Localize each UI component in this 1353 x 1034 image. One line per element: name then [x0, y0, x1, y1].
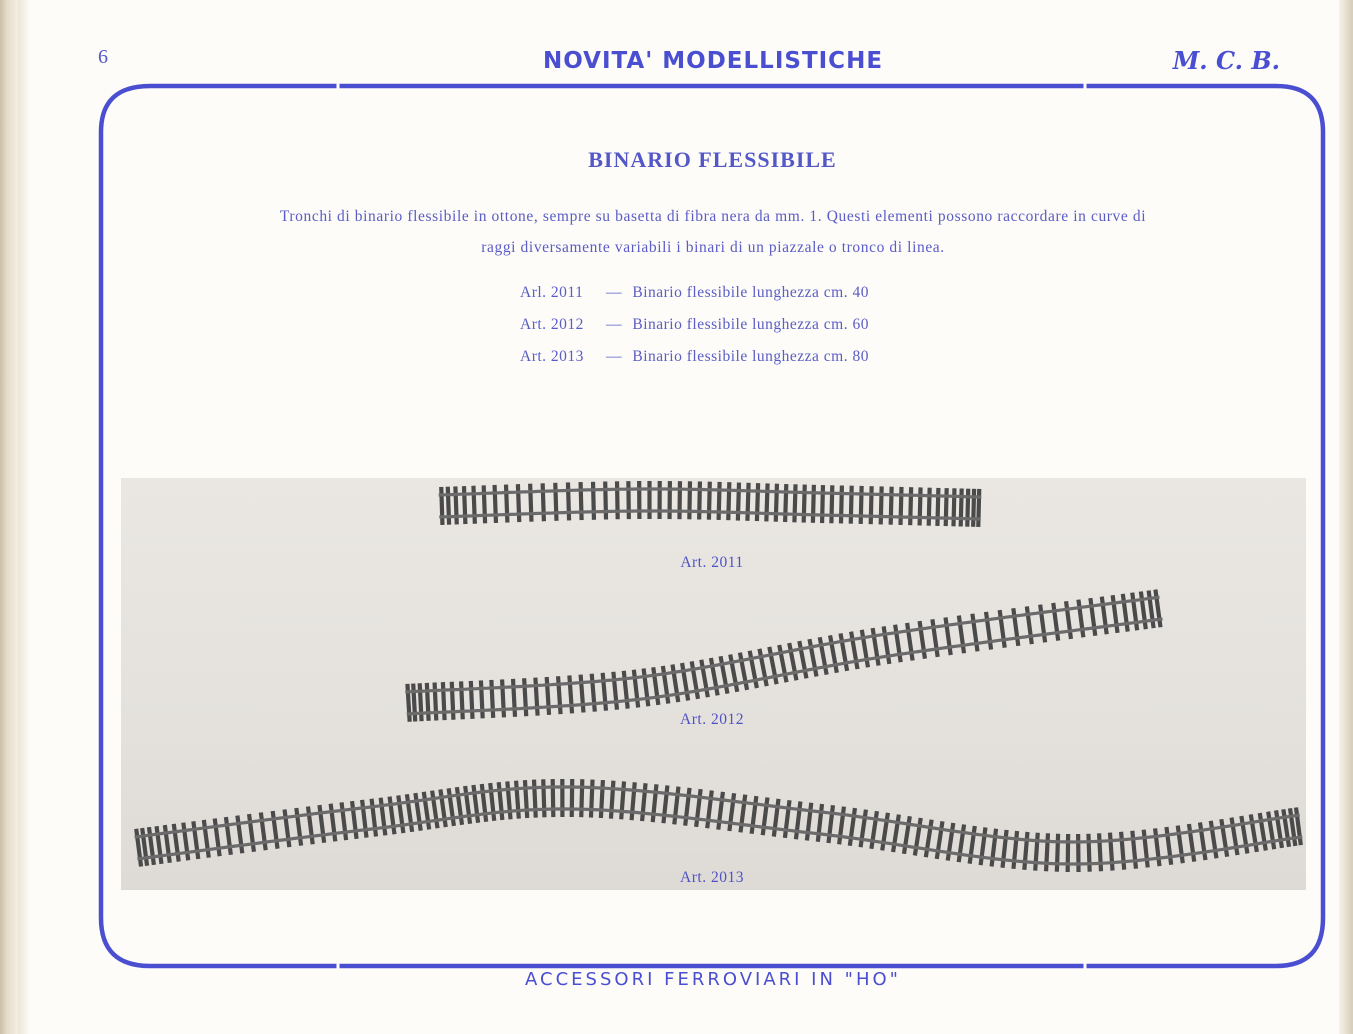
track-tie [502, 679, 504, 717]
track-tie [709, 482, 710, 520]
track-tie [679, 481, 680, 519]
track-tie [440, 789, 445, 827]
track-tie [861, 486, 862, 524]
track-tie [1027, 606, 1032, 644]
track-tie [1099, 833, 1101, 871]
track-tie [1102, 597, 1107, 635]
track-tie [945, 617, 950, 655]
track-tie [1149, 590, 1154, 628]
track-tie [871, 811, 877, 849]
track-tie [828, 805, 833, 843]
track-tie [142, 828, 147, 866]
track-tie [471, 681, 473, 719]
track-tie [1290, 808, 1295, 846]
track-tie [696, 789, 700, 827]
track-tie [907, 623, 912, 661]
track-tie [603, 673, 606, 711]
track-tie [555, 483, 556, 521]
track-tie [534, 780, 536, 818]
track-tie [1296, 807, 1301, 845]
track-tie [518, 484, 519, 522]
track-tie [729, 793, 734, 831]
track-tie [1013, 831, 1017, 869]
track-tie [237, 816, 242, 854]
frame-bottom-right-corner [1085, 912, 1323, 966]
track-tie [946, 488, 947, 526]
track-tie [707, 791, 712, 829]
track-tie [432, 791, 437, 829]
track-tie [981, 827, 986, 865]
track-tie [581, 779, 582, 817]
article-row [520, 281, 940, 313]
track-tie [915, 818, 921, 856]
track-tie [273, 811, 278, 849]
track-tie [747, 483, 748, 521]
track-tie [674, 787, 678, 825]
track-tie [381, 798, 386, 836]
article-list [520, 281, 940, 377]
track-tie [920, 487, 921, 525]
track-tie [910, 487, 911, 525]
track-tie [839, 807, 844, 845]
track-tie [740, 795, 745, 833]
track-tie [581, 675, 584, 713]
track-tie [581, 482, 582, 520]
track-tie [1053, 603, 1058, 641]
track-tie [1132, 831, 1136, 869]
track-tie [183, 823, 188, 861]
track-tie [136, 829, 141, 867]
track-tie [149, 827, 154, 865]
track-tie [785, 484, 786, 522]
track-tie [663, 666, 668, 704]
article-dash: — [606, 348, 622, 365]
track-tie [961, 489, 962, 527]
track-tie [613, 672, 617, 710]
track-tie [448, 487, 449, 525]
track-tie [1078, 600, 1083, 638]
track-tie [992, 829, 996, 867]
article-code: Art. 2013 [520, 348, 584, 365]
track-tie [465, 786, 470, 824]
track-tie [973, 489, 974, 527]
track-tie [891, 487, 892, 525]
track-tie [568, 482, 569, 520]
track-tie [424, 792, 429, 830]
track-tie [285, 809, 290, 847]
section-description [200, 201, 1226, 263]
track-tie [593, 482, 594, 520]
track-tie [699, 482, 700, 520]
track-tie [319, 805, 324, 843]
track-tie [413, 684, 415, 722]
track-tie [1035, 833, 1038, 871]
track-tie [813, 485, 814, 523]
track-tie [495, 485, 496, 523]
header-title: NOVITA' MODELLISTICHE [542, 48, 884, 74]
track-tie [796, 802, 800, 840]
track-tie [1144, 830, 1148, 868]
track-tie [372, 799, 376, 837]
track-tie [831, 485, 832, 523]
track-tie [407, 684, 409, 722]
track-tie [420, 683, 422, 721]
track-tie [535, 678, 537, 716]
track-tie [881, 486, 882, 524]
track-tie [774, 799, 779, 837]
track-tie [481, 680, 483, 718]
track-tie [822, 485, 823, 523]
track-tie [457, 787, 462, 825]
track-tie [632, 782, 635, 820]
track-tie [904, 816, 910, 854]
track-tie [1283, 809, 1289, 847]
track-tie [525, 780, 527, 818]
track-tie [807, 803, 811, 841]
track-tie [461, 681, 463, 719]
photo-caption: Art. 2012 [680, 711, 744, 728]
track-tie [752, 796, 757, 834]
track-tie [524, 678, 526, 716]
track-tie [719, 482, 720, 520]
track-tie [569, 675, 572, 713]
track-tie [484, 485, 485, 523]
track-photograph [121, 478, 1306, 890]
track-tie [473, 486, 474, 524]
track-tie [953, 488, 954, 526]
track-tie [621, 781, 624, 819]
track-tie [937, 488, 938, 526]
track-tie [728, 482, 729, 520]
track-tie [738, 483, 739, 521]
track-tie [861, 810, 866, 848]
article-dash: — [606, 284, 622, 301]
article-row [520, 345, 940, 377]
description-line: Tronchi di binario flessibile in ottone, sempre su basetta di fibra nera da mm. 1. Questi elementi possono raccordare in curve di [279, 208, 1147, 225]
track-tie [785, 800, 790, 838]
track-tie [920, 621, 925, 659]
track-tie [308, 807, 313, 845]
track-tie [601, 780, 603, 818]
track-tie [1211, 821, 1217, 859]
track-tie [543, 779, 544, 817]
track-tie [516, 781, 519, 819]
track-tie [398, 795, 403, 833]
frame-top-right-corner [1085, 86, 1323, 140]
track-tie [1155, 828, 1159, 866]
track-tie [1046, 833, 1048, 871]
track-tie [818, 804, 822, 842]
track-tie [757, 483, 758, 521]
track-tie [1088, 834, 1089, 872]
track-tie [443, 682, 445, 720]
track-tie [415, 793, 420, 831]
track-tie [685, 788, 689, 826]
header-brand: M. C. B. [1172, 46, 1280, 75]
track-tie [804, 485, 805, 523]
description-line: raggi diversamente variabili i binari di un piazzale o tronco di linea. [481, 239, 945, 256]
track-tie [407, 794, 412, 832]
track-tie [352, 801, 356, 839]
track-tie [331, 804, 336, 842]
track-tie [1121, 832, 1124, 870]
track-tie [1110, 833, 1113, 871]
track-tie [893, 815, 899, 853]
track-tie [611, 781, 613, 819]
track-tie [850, 808, 855, 846]
track-tie [644, 669, 649, 707]
track-tie [464, 486, 465, 524]
track-tie [882, 813, 888, 851]
track-tie [718, 792, 723, 830]
track-tie [591, 780, 593, 818]
track-tie [1066, 601, 1071, 639]
track-tie [959, 616, 964, 654]
track-tie [937, 821, 943, 859]
track-tie [959, 825, 964, 863]
track-tie [871, 486, 872, 524]
track-tie [663, 785, 667, 823]
track-tie [1057, 834, 1058, 872]
track-tie [642, 783, 645, 821]
track-tie [978, 489, 979, 527]
track-tie [1024, 832, 1027, 870]
track-tie [948, 823, 954, 861]
footer-text: ACCESSORI FERROVIARI IN "HO" [525, 969, 901, 990]
section-title: BINARIO FLESSIBILE [588, 147, 837, 172]
track-tie [490, 783, 494, 821]
track-art-2012 [405, 590, 1162, 722]
track-tie [672, 664, 678, 702]
track-tie [157, 826, 162, 864]
track-tie [972, 614, 977, 652]
article-dash: — [606, 316, 622, 333]
track-tie [1141, 592, 1146, 630]
track-tie [932, 619, 937, 657]
photo-caption: Art. 2013 [680, 869, 744, 886]
track-tie [390, 797, 395, 835]
track-art-2011 [439, 481, 982, 527]
track-tie [435, 683, 437, 721]
frame-bottom-left-corner [101, 912, 340, 966]
track-tie [1260, 813, 1266, 851]
track-tie [1123, 594, 1128, 632]
track-tie [1200, 822, 1206, 860]
track-tie [873, 628, 879, 666]
track-tie [1166, 827, 1171, 865]
track-tie [1040, 605, 1045, 643]
track-tie [226, 817, 231, 855]
frame-top-left-corner [101, 86, 340, 140]
track-tie [1268, 812, 1274, 850]
page-number: 6 [98, 46, 108, 68]
track-tie [634, 670, 638, 708]
track-tie [653, 784, 657, 822]
track-tie [174, 824, 179, 862]
article-code: Arl. 2011 [520, 284, 584, 301]
track-tie [776, 484, 777, 522]
track-tie [553, 779, 554, 817]
track-tie [1132, 593, 1137, 631]
track-tie [506, 485, 507, 523]
track-tie [794, 484, 795, 522]
track-tie [543, 483, 544, 521]
article-description: Binario flessibile lunghezza cm. 80 [632, 348, 869, 365]
track-tie [1241, 816, 1247, 854]
track-tie [986, 612, 991, 650]
article-description: Binario flessibile lunghezza cm. 60 [632, 316, 869, 333]
track-tie [1189, 824, 1194, 862]
track-tie [452, 682, 454, 720]
track-tie [592, 674, 595, 712]
article-description: Binario flessibile lunghezza cm. 40 [632, 284, 869, 301]
track-tie [427, 683, 429, 721]
track-tie [1232, 818, 1238, 856]
track-tie [1000, 610, 1005, 648]
track-art-2013 [135, 779, 1303, 872]
track-tie [530, 484, 531, 522]
track-tie [204, 820, 209, 858]
track-tie [449, 788, 454, 826]
track-tie [851, 486, 852, 524]
article-row [520, 313, 940, 345]
track-tie [362, 800, 366, 838]
track-tie [215, 819, 220, 857]
track-tie [261, 813, 266, 851]
track-tie [1221, 819, 1227, 857]
track-illustration [121, 478, 1306, 890]
track-tie [193, 821, 198, 859]
track-tie [929, 488, 930, 526]
track-tie [491, 680, 493, 718]
track-tie [970, 826, 975, 864]
track-tie [895, 625, 901, 663]
track-tie [926, 820, 932, 858]
track-tie [766, 483, 767, 521]
track-tie [499, 782, 503, 820]
track-tie [689, 481, 690, 519]
track-tie [1276, 810, 1282, 848]
track-tie [482, 784, 486, 822]
track-tie [1090, 598, 1095, 636]
track-rail [405, 597, 1159, 692]
track-tie [507, 781, 510, 819]
track-tie [473, 785, 478, 823]
track-tie [249, 814, 254, 852]
article-code: Art. 2012 [520, 316, 584, 333]
track-tie [653, 667, 658, 705]
track-tie [441, 487, 442, 525]
track-tie [841, 485, 842, 523]
track-tie [967, 489, 968, 527]
track-tie [624, 671, 628, 709]
track-tie [1013, 608, 1018, 646]
photo-caption: Art. 2011 [680, 554, 744, 571]
track-tie [513, 679, 515, 717]
track-tie [558, 676, 560, 714]
track-tie [763, 797, 768, 835]
track-tie [547, 677, 549, 715]
track-tie [165, 825, 170, 863]
track-tie [455, 486, 456, 524]
track-tie [342, 802, 347, 840]
track-tie [605, 482, 606, 520]
track-tie [1178, 826, 1183, 864]
track-tie [884, 626, 890, 664]
track-tie [1003, 830, 1007, 868]
track-tie [617, 481, 618, 519]
track-tie [1155, 590, 1160, 628]
track-tie [901, 487, 902, 525]
track-tie [1113, 595, 1118, 633]
track-tie [296, 808, 301, 846]
